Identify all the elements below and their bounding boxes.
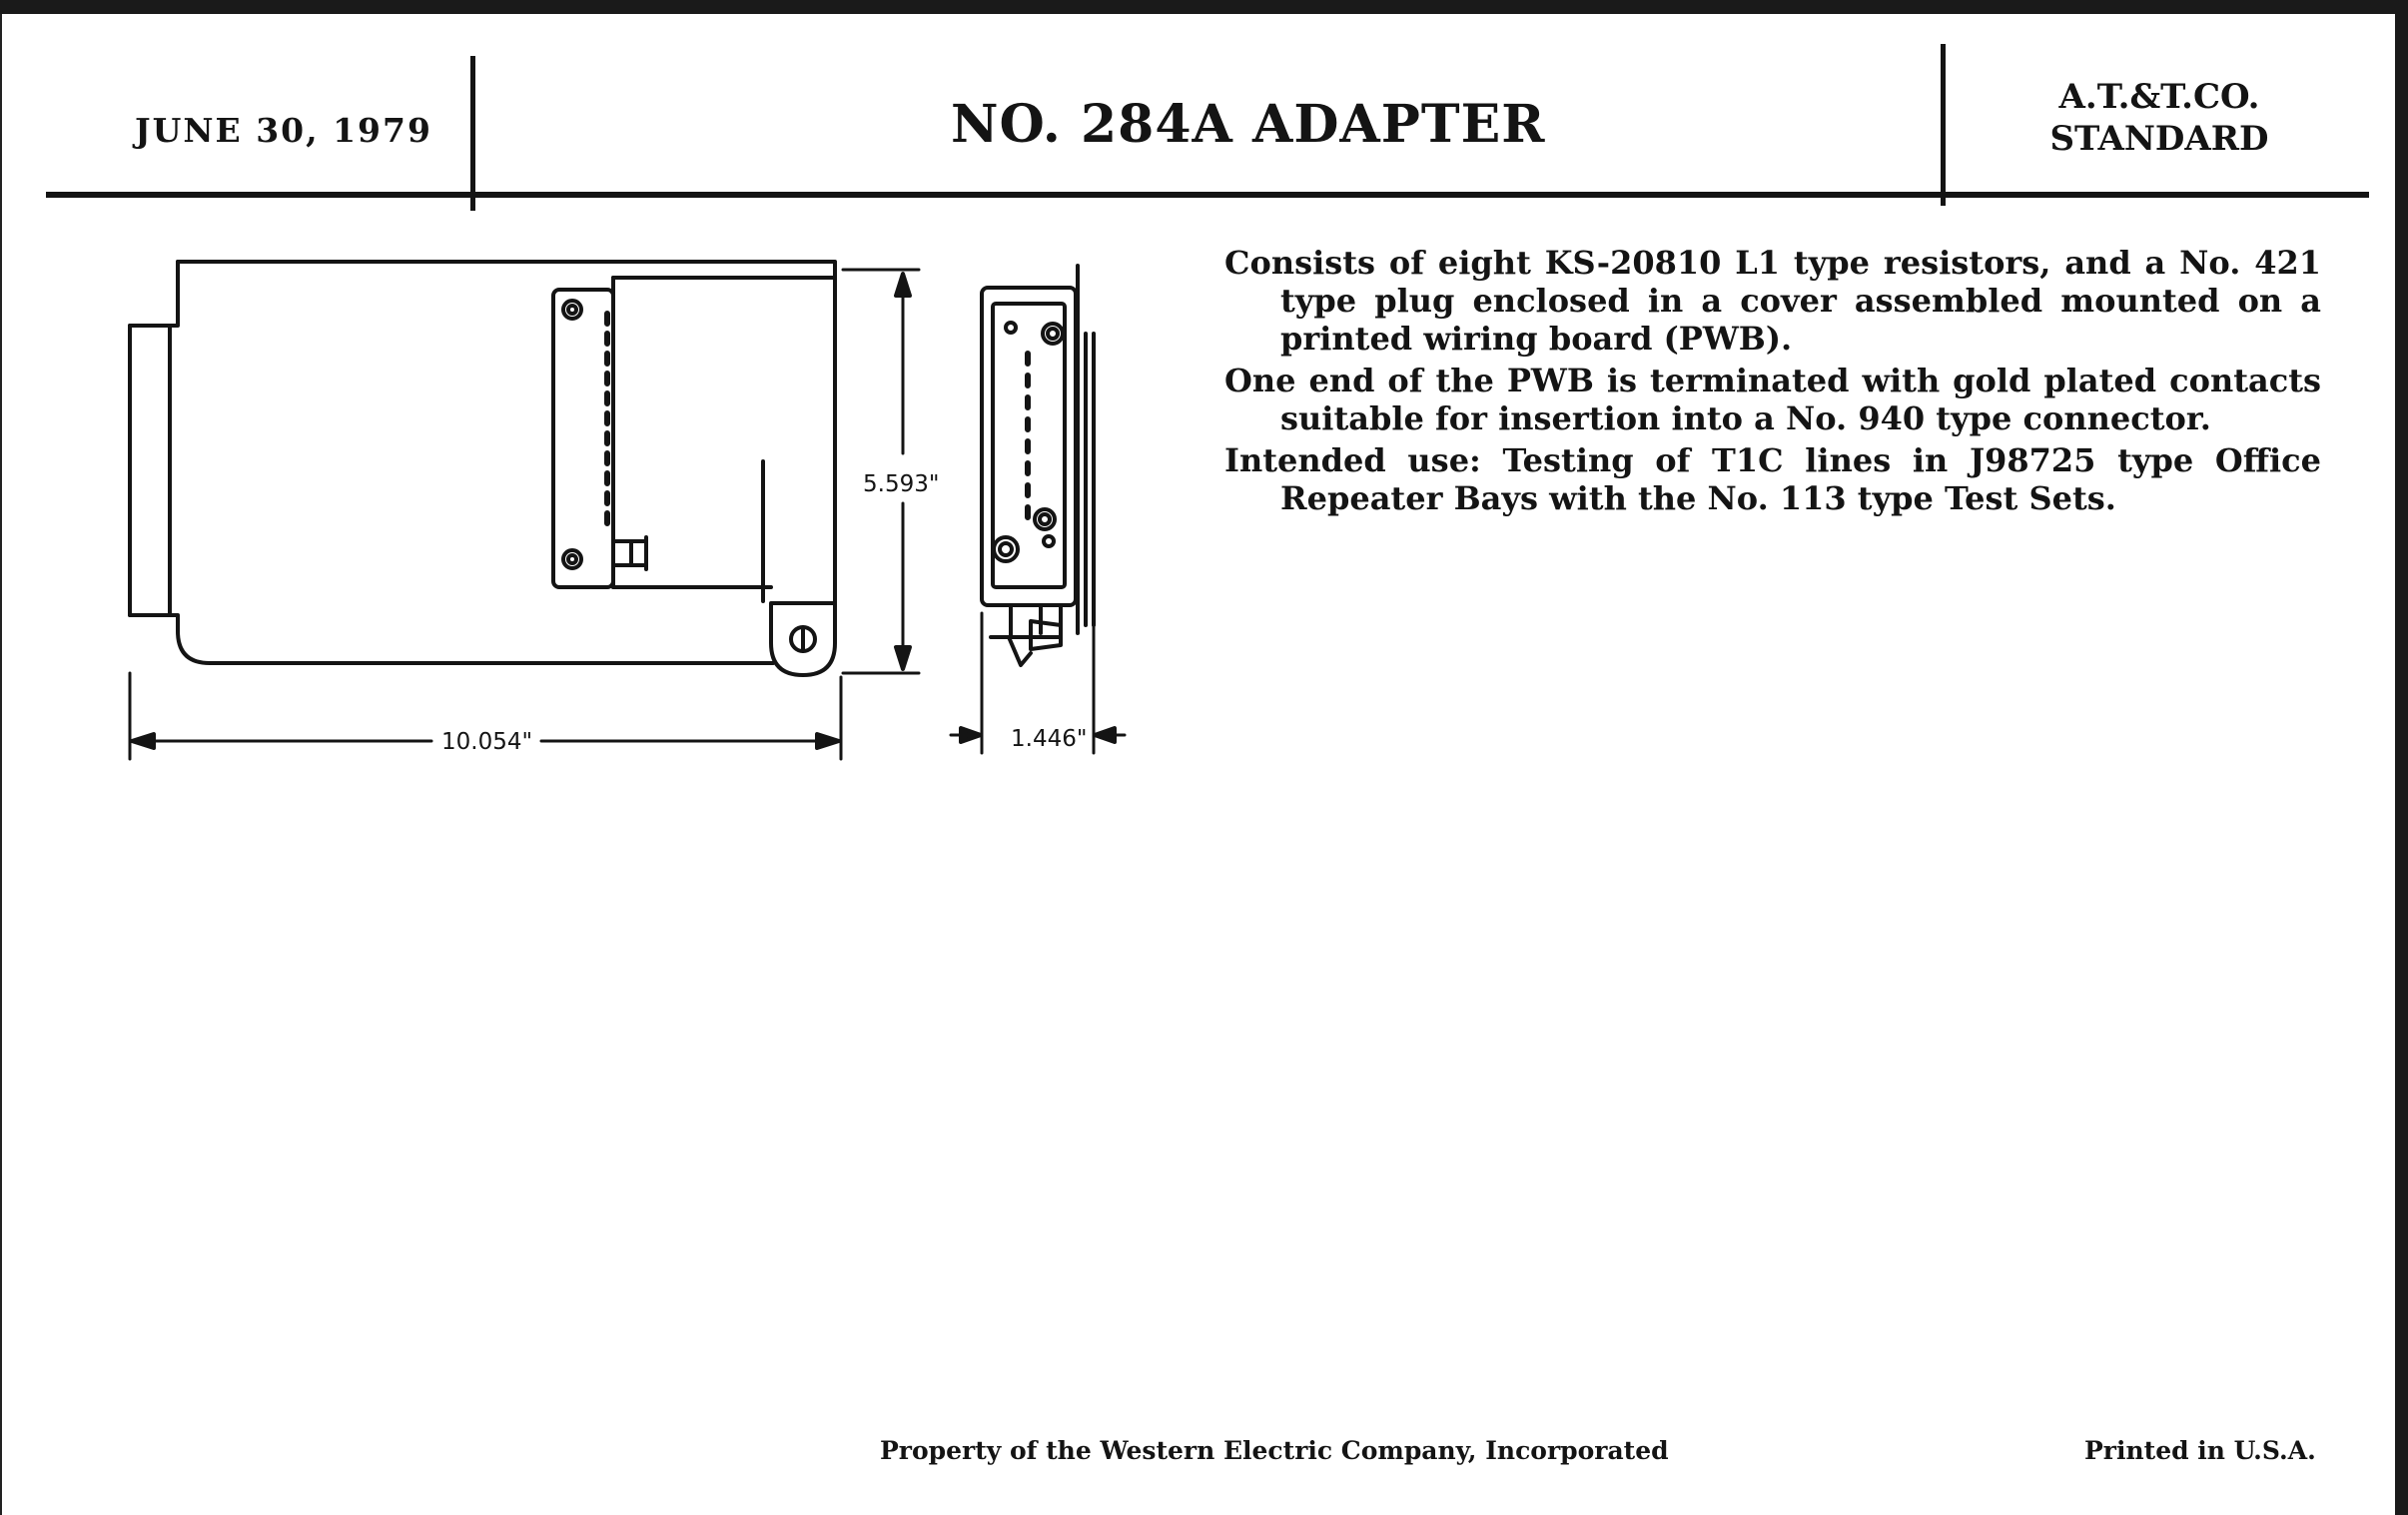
- side-view: [982, 266, 1094, 665]
- description-paragraph: One end of the PWB is terminated with gold plated contacts suitable for insertion into a No. 940 type connector.: [1224, 362, 2321, 437]
- standard-line-1: A.T.&T.CO.: [2058, 77, 2260, 117]
- adapter-drawing: [2, 14, 1201, 793]
- standard-line-2: STANDARD: [2049, 119, 2269, 159]
- property-notice: Property of the Western Electric Company, Incorporated: [880, 1436, 1669, 1465]
- spec-card: [0, 14, 2397, 1515]
- printed-notice: Printed in U.S.A.: [2084, 1436, 2316, 1465]
- description-paragraph: Intended use: Testing of T1C lines in J98725 type Office Repeater Bays with the No. 113 type Test Sets.: [1224, 441, 2321, 517]
- height-dimension-label: 5.593": [863, 471, 940, 497]
- description-paragraph: Consists of eight KS-20810 L1 type resistors, and a No. 421 type plug enclosed in a cover assembled mounted on a printed wiring board (PWB).: [1224, 244, 2321, 358]
- page-title: NO. 284A ADAPTER: [951, 94, 1546, 155]
- header-divider-right: [1941, 44, 1946, 206]
- issue-date: JUNE 30, 1979: [135, 111, 432, 150]
- width-dimension-label: 10.054": [441, 729, 533, 755]
- description: [1224, 244, 2321, 521]
- scan-edge: [2395, 0, 2408, 1515]
- depth-dimension-label: 1.446": [1011, 726, 1088, 752]
- front-view: [130, 262, 835, 675]
- standard-label: [2029, 76, 2289, 160]
